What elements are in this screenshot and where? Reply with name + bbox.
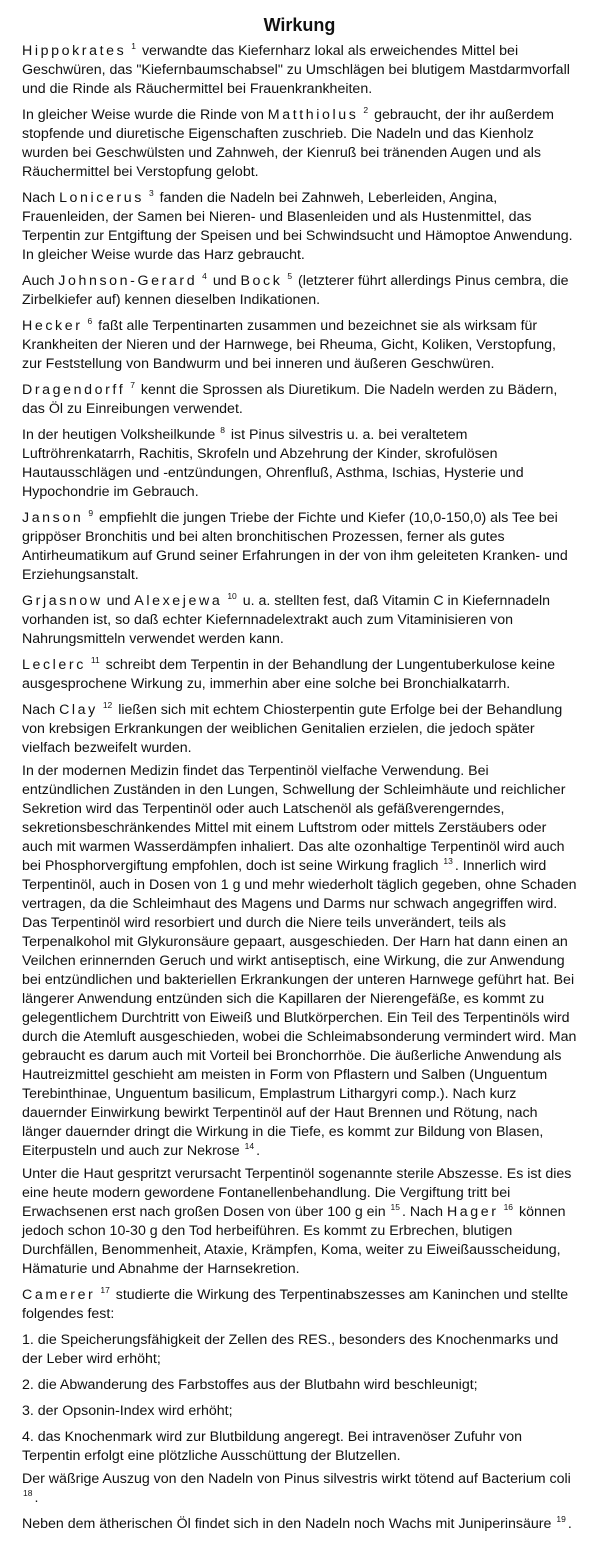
paragraph-text: faßt alle Terpentinarten zusammen und bezeichnet sie als wirksam für Krankheiten der Nieren und der Harnwege, bei Rheuma, Gicht, Koliken, Verstopfung, zur Feststellung von Bandwurm und bei inneren und äußeren Geschwüren. bbox=[22, 318, 556, 372]
paragraph bbox=[22, 1428, 577, 1466]
paragraph bbox=[22, 509, 577, 585]
author-name: Dragendorff bbox=[22, 382, 126, 398]
footnote-ref: 5 bbox=[287, 271, 293, 281]
paragraph bbox=[22, 106, 577, 182]
author-name: Hager bbox=[446, 1204, 499, 1220]
footnote-ref: 12 bbox=[102, 700, 113, 710]
paragraph-text: Auch bbox=[22, 273, 59, 289]
author-name: Alexejewa bbox=[134, 593, 223, 609]
paragraph-text: In gleicher Weise wurde die Rinde von bbox=[22, 107, 268, 123]
author-name: Clay bbox=[59, 702, 98, 718]
paragraph bbox=[22, 1515, 577, 1534]
paragraph-text: 1. die Speicherungsfähigkeit der Zellen des RES., besonders des Knochenmarks und der Leber wird erhöht; bbox=[22, 1332, 559, 1367]
paragraph bbox=[22, 189, 577, 265]
paragraph-text: Neben dem ätherischen Öl findet sich in den Nadeln noch Wachs mit Juniperinsäure bbox=[22, 1516, 556, 1532]
paragraph bbox=[22, 592, 577, 649]
paragraph-text: und bbox=[208, 273, 241, 289]
footnote-ref: 8 bbox=[220, 425, 225, 435]
paragraph-text: . Innerlich wird Terpentinöl, auch in Dosen von 1 g und mehr wiederholt täglich gegeben, ohne Schaden vertragen, da die Schleimhaut des Magens und Darms nur schwach angegriffen wird. Das Terpentinöl wird resorbiert und durch die Niere teils unverändert, teils als Terpenalkohol mit Glykuronsäure gepaart, ausgeschieden. Der Harn hat dann einen an Veilchen erinnernden Geruch und wirkt antiseptisch, eine Wirkung, die zur Anwendung bei entzündlichen und bakteriellen Erkrankungen der unteren Harnwege geführt hat. Bei längerer Anwendung entzünden sich die Kapillaren der Nierengefäße, es kommt zu gelegentlichem Durchtritt von Eiweiß und Blutkörperchen. Ein Teil des Terpentinöls wird durch die Atemluft ausgeschieden, wobei die Schleimabsonderung vermindert wird. Man gebraucht es darum auch mit Vorteil bei Bronchorrhöe. Die äußerliche Anwendung als Hautreizmittel geschieht am meisten in Form von Pflastern und Salben (Unguentum Terebinthinae, Unguentum basilicum, Emplastrum Lithargyri comp.). Nach kurz dauernder Einwirkung bewirkt Terpentinöl auf der Haut Brennen und Rötung, nach länger dauernder dringt die Wirkung in die Tiefe, es kommt zur Bildung von Blasen, Eiterpusteln und auch zur Nekrose bbox=[22, 858, 577, 1159]
author-name: Hecker bbox=[22, 318, 83, 334]
paragraph-text: können jedoch schon 10-30 g den Tod herbeiführen. Es kommt zu Erbrechen, blutigen Durchfällen, Benommenheit, Ataxie, Krämpfen, Koma, weiter zu Eiweißausscheidung, Hämaturie und Abnahme der Harnsekretion. bbox=[22, 1204, 566, 1277]
paragraph-text: . bbox=[256, 1143, 261, 1159]
paragraph-text: und bbox=[102, 593, 135, 609]
document-body bbox=[22, 42, 577, 1534]
author-name: Johnson-Gerard bbox=[58, 273, 198, 289]
paragraph bbox=[22, 1402, 577, 1421]
paragraph bbox=[22, 656, 577, 694]
paragraph-text: schreibt dem Terpentin in der Behandlung der Lungentuberkulose keine ausgesprochene Wirkung zu, immerhin aber eine solche bei Bronchialkatarrh. bbox=[22, 657, 555, 692]
paragraph-text: Nach bbox=[22, 190, 60, 206]
footnote-ref: 7 bbox=[130, 380, 135, 390]
paragraph-text: In der modernen Medizin findet das Terpentinöl vielfache Verwendung. Bei entzündlichen Zuständen in den Lungen, Schwellung der Schleimhäute und reichlicher Sekretion wird das Terpentinöl oder auch Latschenöl als gefäßverengerndes, sekretionsbeschränkendes Mittel mit einem Luftstrom oder mittels Zerstäubers oder auch mit warmen Wasserdämpfen inhaliert. Das alte ozonhaltige Terpentinöl wird auch bei Phosphorvergiftung empfohlen, doch ist seine Wirkung fraglich bbox=[22, 763, 566, 874]
paragraph-text: ist Pinus silvestris u. a. bei veraltetem Luftröhrenkatarrh, Rachitis, Skrofeln und Abzehrung der Kinder, skrofulösen Hautausschlägen und -entzündungen, Ohrenfluß, Asthma, Ischias, Hysterie und Hypochondrie im Gebrauch. bbox=[22, 427, 524, 500]
paragraph-text: 4. das Knochenmark wird zur Blutbildung angeregt. Bei intravenöser Zufuhr von Terpentin erfolgt eine plötzliche Ausschüttung der Blutzellen. bbox=[22, 1429, 522, 1464]
author-name: Hippokrates bbox=[22, 43, 127, 59]
paragraph-text: . bbox=[567, 1516, 572, 1532]
paragraph bbox=[22, 1286, 577, 1324]
paragraph-text: (letzterer führt allerdings Pinus cembra, die Zirbelkiefer auf) kennen dieselben Indikationen. bbox=[22, 273, 569, 308]
paragraph bbox=[22, 1331, 577, 1369]
footnote-ref: 19 bbox=[556, 1514, 566, 1524]
paragraph-text: 3. der Opsonin-Index wird erhöht; bbox=[22, 1403, 233, 1419]
paragraph bbox=[22, 381, 577, 419]
paragraph bbox=[22, 317, 577, 374]
paragraph-text: studierte die Wirkung des Terpentinabszesses am Kaninchen und stellte folgendes fest: bbox=[22, 1287, 569, 1322]
paragraph bbox=[22, 1376, 577, 1395]
paragraph-text bbox=[499, 1204, 503, 1220]
paragraph-text: . Nach bbox=[402, 1204, 447, 1220]
paragraph-text: kennt die Sprossen als Diuretikum. Die Nadeln werden zu Bädern, das Öl zu Einreibungen verwendet. bbox=[22, 382, 558, 417]
author-name: Grjasnow bbox=[22, 593, 103, 609]
footnote-ref: 16 bbox=[503, 1202, 514, 1212]
author-name: Matthiolus bbox=[267, 107, 359, 123]
paragraph-text: ließen sich mit echtem Chiosterpentin gute Erfolge bei der Behandlung von krebsigen Erkrankungen der weiblichen Genitalien erzielen, die jedoch später vielfach bezweifelt wurden. bbox=[22, 702, 563, 756]
paragraph-text: 2. die Abwanderung des Farbstoffes aus der Blutbahn wird beschleunigt; bbox=[22, 1377, 478, 1393]
footnote-ref: 1 bbox=[131, 41, 136, 51]
footnote-ref: 9 bbox=[88, 508, 94, 518]
paragraph-text: Unter die Haut gespritzt verursacht Terpentinöl sogenannte sterile Abszesse. Es ist dies eine heute modern gewordene Fontanellenbehandlung. Die Vergiftung tritt bei Erwachsenen erst nach großen Dosen von über 100 g ein bbox=[22, 1166, 572, 1220]
paragraph-text: verwandte das Kiefernharz lokal als erweichendes Mittel bei Geschwüren, das "Kiefernbaumschabsel" zu Umschlägen bei blutigem Mastdarmvorfall und die Rinde als Räuchermittel bei Frauenkrankheiten. bbox=[22, 43, 570, 97]
paragraph bbox=[22, 426, 577, 502]
paragraph-text: u. a. stellten fest, daß Vitamin C in Kiefernnadeln vorhanden ist, so daß echter Kiefernnadelextrakt auch zum Vitaminisieren von Nahrungsmitteln verwendet werden kann. bbox=[22, 593, 551, 647]
paragraph-text: fanden die Nadeln bei Zahnweh, Leberleiden, Angina, Frauenleiden, der Samen bei Nieren- und Blasenleiden und als Hustenmittel, das Terpentin zur Entgiftung der Speisen und bei Schwindsucht und Hämoptoe Anwendung. In gleicher Weise wurde das Harz gebraucht. bbox=[22, 190, 573, 263]
author-name: Janson bbox=[22, 510, 84, 526]
page-title: Wirkung bbox=[263, 15, 336, 35]
footnote-ref: 13 bbox=[443, 856, 453, 866]
paragraph-text bbox=[83, 318, 87, 334]
footnote-ref: 4 bbox=[202, 271, 207, 281]
footnote-ref: 15 bbox=[390, 1202, 400, 1212]
footnote-ref: 14 bbox=[244, 1141, 255, 1151]
paragraph-text: In der heutigen Volksheilkunde bbox=[22, 427, 220, 443]
paragraph-text: empfiehlt die jungen Triebe der Fichte und Kiefer (10,0-150,0) als Tee bei grippöser Bronchitis und bei alten bronchitischen Prozessen, ferner als gutes Antirheumatikum auf Grund seiner Erfahrungen in der von ihm geleiteten Kranken- und Erziehungsanstalt. bbox=[22, 510, 568, 583]
paragraph bbox=[22, 42, 577, 99]
footnote-ref: 11 bbox=[90, 655, 100, 665]
paragraph bbox=[22, 272, 577, 310]
footnote-ref: 10 bbox=[227, 591, 237, 601]
footnote-ref: 18 bbox=[23, 1488, 33, 1498]
author-name: Lonicerus bbox=[59, 190, 144, 206]
paragraph-text: gebraucht, der ihr außerdem stopfende und diuretische Eigenschaften zuschrieb. Die Nadeln und das Kienholz wurden bei Geschwülsten und Zahnweh, der Kienruß bei tränenden Augen und als Räuchermittel bei Verstopfung gelobt. bbox=[22, 107, 554, 180]
footnote-ref: 17 bbox=[100, 1285, 110, 1295]
paragraph bbox=[22, 701, 577, 758]
paragraph bbox=[22, 1165, 577, 1279]
footnote-ref: 6 bbox=[87, 316, 93, 326]
paragraph bbox=[22, 762, 577, 1161]
author-name: Bock bbox=[240, 273, 283, 289]
author-name: Camerer bbox=[22, 1287, 96, 1303]
paragraph-text: Der wäßrige Auszug von den Nadeln von Pinus silvestris wirkt tötend auf Bacterium coli bbox=[22, 1471, 571, 1487]
paragraph-text: Nach bbox=[22, 702, 60, 718]
footnote-ref: 3 bbox=[148, 188, 154, 198]
author-name: Leclerc bbox=[22, 657, 86, 673]
paragraph-text: . bbox=[34, 1490, 39, 1506]
paragraph bbox=[22, 1470, 577, 1508]
footnote-ref: 2 bbox=[363, 105, 369, 115]
